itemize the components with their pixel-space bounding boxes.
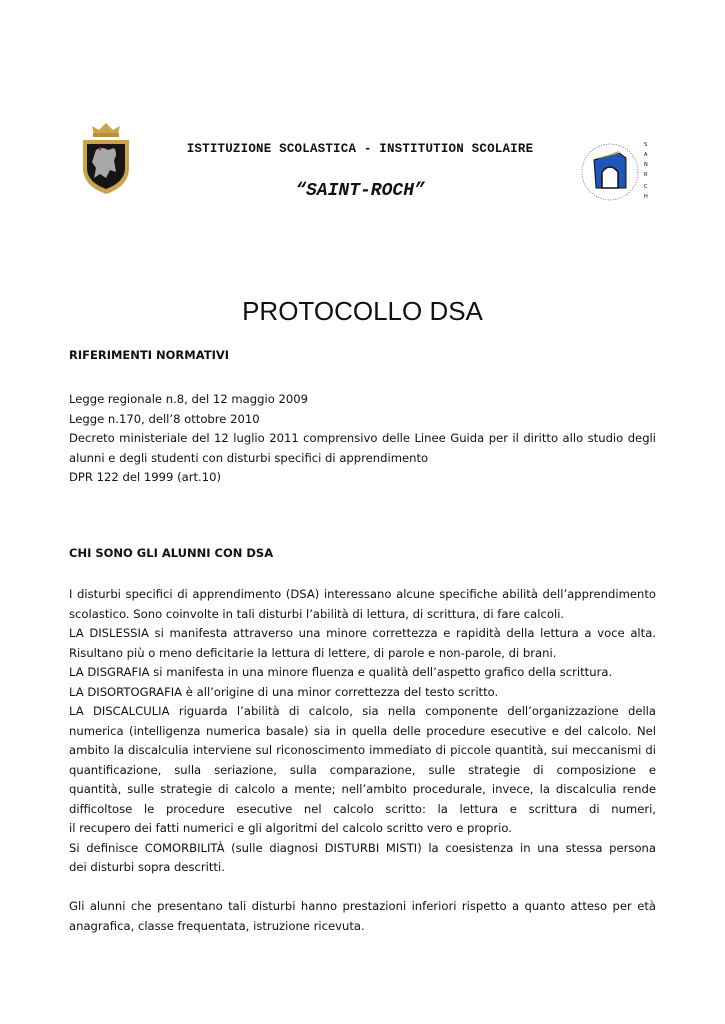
paragraph-line: LA DISGRAFIA si manifesta in una minore fluenza e qualità dell’aspetto grafico della scrittura. [69, 665, 613, 679]
paragraph-line: LA DISORTOGRAFIA è all’origine di una minor correttezza del testo scritto. [69, 684, 499, 699]
paragraph-line: difficoltose le procedure esecutive nel calcolo scritto: la lettura e scrittura di numeri, [69, 801, 656, 816]
document-title: PROTOCOLLO DSA [242, 296, 483, 326]
section-heading-chi-sono: CHI SONO GLI ALUNNI CON DSA [69, 546, 274, 560]
institution-heading: ISTITUZIONE SCOLASTICA - INSTITUTION SCOLAIRE [186, 142, 534, 156]
school-name: “SAINT-ROCH” [295, 181, 425, 201]
reference-item: alunni e degli studenti con disturbi specifici di apprendimento [69, 450, 429, 465]
chi-sono-body [69, 585, 656, 936]
section-heading-riferimenti: RIFERIMENTI NORMATIVI [69, 348, 230, 362]
school-badge-logo [578, 136, 648, 208]
reference-item: Decreto ministeriale del 12 luglio 2011 comprensivo delle Linee Guida per il diritto allo studio degli [69, 431, 656, 445]
svg-text:C: C [644, 184, 648, 190]
coat-of-arms-logo [80, 120, 132, 196]
riferimenti-list [69, 390, 656, 488]
reference-item: Legge regionale n.8, del 12 maggio 2009 [69, 392, 308, 406]
paragraph-line: numerica (intelligenza numerica basale) sia in quella delle procedure esecutive e del calcolo. Nel [69, 723, 656, 738]
svg-text:N: N [644, 162, 648, 168]
reference-item: Legge n.170, dell’8 ottobre 2010 [69, 411, 260, 426]
paragraph-line: dei disturbi sopra descritti. [69, 860, 225, 874]
reference-item: DPR 122 del 1999 (art.10) [69, 470, 221, 484]
paragraph-line: Gli alunni che presentano tali disturbi hanno prestazioni inferiori rispetto a quanto atteso per età [69, 899, 656, 913]
paragraph-line: scolastico. Sono coinvolte in tali disturbi l’abilità di lettura, di scrittura, di fare calcoli. [69, 606, 565, 621]
svg-text:S: S [644, 142, 648, 148]
paragraph-line: Risultano più o meno deficitarie la lettura di lettere, di parole e non-parole, di brani. [69, 645, 557, 660]
svg-text:A: A [644, 152, 648, 158]
paragraph-line: anagrafica, classe frequentata, istruzione ricevuta. [69, 918, 365, 933]
svg-text:H: H [644, 194, 648, 200]
paragraph-line: quantificazione, sulla seriazione, sulla comparazione, sulle strategie di composizione e [69, 762, 656, 777]
svg-text:R: R [644, 172, 648, 178]
paragraph-line: LA DISLESSIA si manifesta attraverso una minore correttezza e rapidità della lettura a voce alta. [69, 626, 656, 640]
paragraph-line: il recupero dei fatti numerici e gli algoritmi del calcolo scritto vero e proprio. [69, 821, 512, 835]
paragraph-line: quantità, sulle strategie di calcolo a mente; nell’ambito procedurale, invece, la discalculia rende [69, 782, 656, 796]
paragraph-line: ambito la discalculia interviene sul riconoscimento immediato di piccole quantità, sui meccanismi di [69, 743, 656, 757]
paragraph-line: Si definisce COMORBILITÀ (sulle diagnosi DISTURBI MISTI) la coesistenza in una stessa persona [69, 840, 656, 855]
paragraph-line: I disturbi specifici di apprendimento (DSA) interessano alcune specifiche abilità dell’apprendimento [69, 587, 656, 601]
paragraph-line: LA DISCALCULIA riguarda l’abilità di calcolo, sia nella componente dell’organizzazione della [69, 704, 656, 718]
